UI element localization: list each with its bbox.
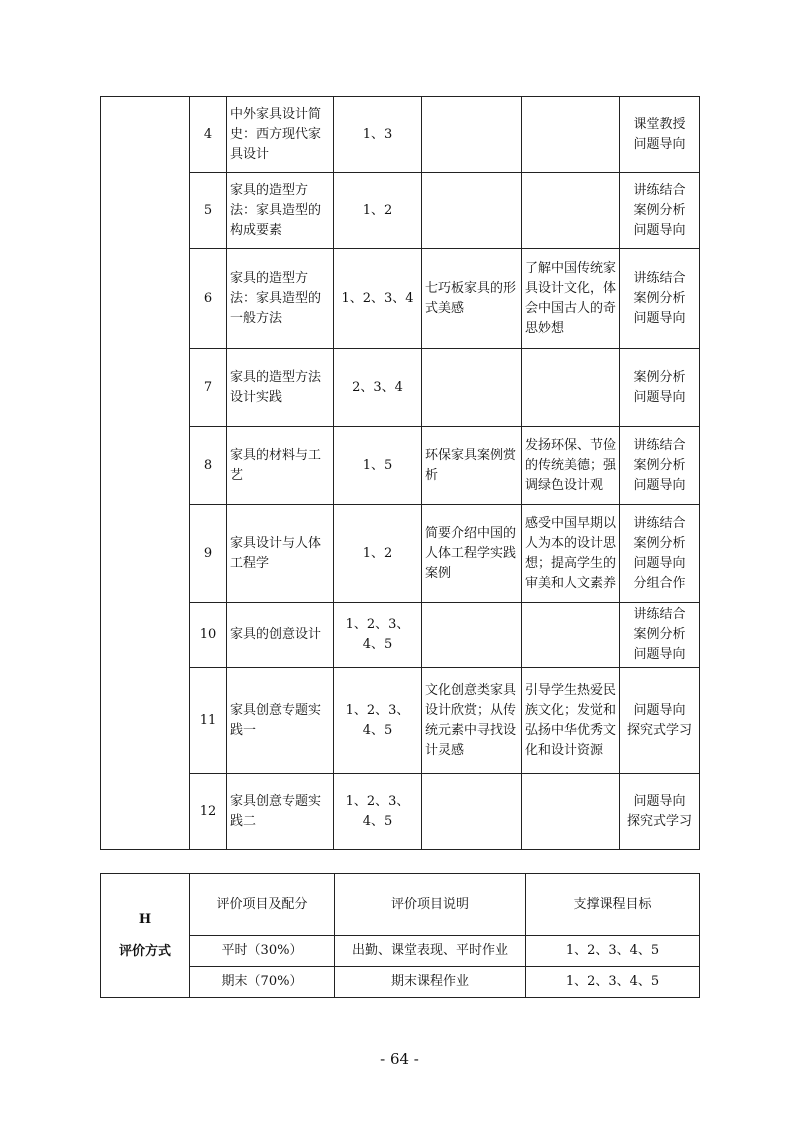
table-row: [101, 936, 700, 967]
ideology-element: [422, 97, 522, 173]
ideology-aim: 发扬环保、节俭的传统美德；强调绿色设计观: [522, 427, 620, 505]
week-number: 4: [190, 97, 227, 173]
header-goals: 支撑课程目标: [526, 874, 700, 936]
section-blank-cell: [101, 97, 190, 850]
table-row: [101, 774, 700, 850]
teaching-content: 家具的造型方法设计实践: [227, 349, 334, 427]
eval-item: 期末（70%）: [190, 967, 335, 998]
eval-desc: 期末课程作业: [335, 967, 526, 998]
header-desc: 评价项目说明: [335, 874, 526, 936]
section-letter: H: [138, 911, 152, 927]
ideology-aim: [522, 603, 620, 668]
eval-goals: 1、2、3、4、5: [526, 936, 700, 967]
supported-goals: 2、3、4: [334, 349, 422, 427]
supported-goals: 1、2: [334, 173, 422, 249]
eval-goals: 1、2、3、4、5: [526, 967, 700, 998]
teaching-method: 问题导向 探究式学习: [620, 774, 700, 850]
ideology-element: 七巧板家具的形式美感: [422, 249, 522, 349]
week-number: 11: [190, 668, 227, 774]
ideology-aim: [522, 774, 620, 850]
page-number: - 64 -: [380, 1050, 419, 1068]
teaching-content: 家具设计与人体工程学: [227, 505, 334, 603]
ideology-aim: [522, 97, 620, 173]
week-number: 10: [190, 603, 227, 668]
teaching-content: 家具创意专题实践一: [227, 668, 334, 774]
ideology-aim: [522, 173, 620, 249]
evaluation-section-label: [101, 874, 190, 998]
eval-item: 平时（30%）: [190, 936, 335, 967]
teaching-content: 中外家具设计简史：西方现代家具设计: [227, 97, 334, 173]
teaching-method: 讲练结合 案例分析 问题导向 分组合作: [620, 505, 700, 603]
ideology-element: [422, 173, 522, 249]
supported-goals: 1、2、3、4、5: [334, 603, 422, 668]
week-number: 6: [190, 249, 227, 349]
ideology-element: 文化创意类家具设计欣赏；从传统元素中寻找设计灵感: [422, 668, 522, 774]
supported-goals: 1、5: [334, 427, 422, 505]
week-number: 9: [190, 505, 227, 603]
supported-goals: 1、2、3、4、5: [334, 668, 422, 774]
teaching-method: 案例分析 问题导向: [620, 349, 700, 427]
teaching-content: 家具创意专题实践二: [227, 774, 334, 850]
table-row: [101, 249, 700, 349]
section-title: 评价方式: [118, 943, 171, 959]
table-row: [101, 505, 700, 603]
ideology-element: 简要介绍中国的人体工程学实践案例: [422, 505, 522, 603]
table-row: [101, 603, 700, 668]
ideology-element: [422, 349, 522, 427]
week-number: 5: [190, 173, 227, 249]
teaching-content: 家具的材料与工艺: [227, 427, 334, 505]
teaching-schedule-table: [100, 96, 700, 850]
teaching-content: 家具的创意设计: [227, 603, 334, 668]
week-number: 12: [190, 774, 227, 850]
ideology-aim: 引导学生热爱民族文化；发觉和弘扬中华优秀文化和设计资源: [522, 668, 620, 774]
table-row: [101, 427, 700, 505]
teaching-method: 讲练结合 案例分析 问题导向: [620, 173, 700, 249]
week-number: 7: [190, 349, 227, 427]
table-row: [101, 173, 700, 249]
supported-goals: 1、2: [334, 505, 422, 603]
teaching-method: 讲练结合 案例分析 问题导向: [620, 603, 700, 668]
eval-desc: 出勤、课堂表现、平时作业: [335, 936, 526, 967]
table-row: [101, 967, 700, 998]
teaching-method: 课堂教授 问题导向: [620, 97, 700, 173]
ideology-element: [422, 774, 522, 850]
ideology-aim: 了解中国传统家具设计文化，体会中国古人的奇思妙想: [522, 249, 620, 349]
evaluation-table: [100, 873, 700, 998]
supported-goals: 1、3: [334, 97, 422, 173]
table-row: [101, 97, 700, 173]
teaching-content: 家具的造型方法：家具造型的一般方法: [227, 249, 334, 349]
ideology-aim: 感受中国早期以人为本的设计思想；提高学生的审美和人文素养: [522, 505, 620, 603]
week-number: 8: [190, 427, 227, 505]
table-row: [101, 349, 700, 427]
teaching-content: 家具的造型方法：家具造型的构成要素: [227, 173, 334, 249]
table-row: [101, 668, 700, 774]
supported-goals: 1、2、3、4、5: [334, 774, 422, 850]
ideology-aim: [522, 349, 620, 427]
teaching-method: 讲练结合 案例分析 问题导向: [620, 249, 700, 349]
teaching-method: 问题导向 探究式学习: [620, 668, 700, 774]
ideology-element: 环保家具案例赏析: [422, 427, 522, 505]
header-item: 评价项目及配分: [190, 874, 335, 936]
supported-goals: 1、2、3、4: [334, 249, 422, 349]
ideology-element: [422, 603, 522, 668]
teaching-method: 讲练结合 案例分析 问题导向: [620, 427, 700, 505]
